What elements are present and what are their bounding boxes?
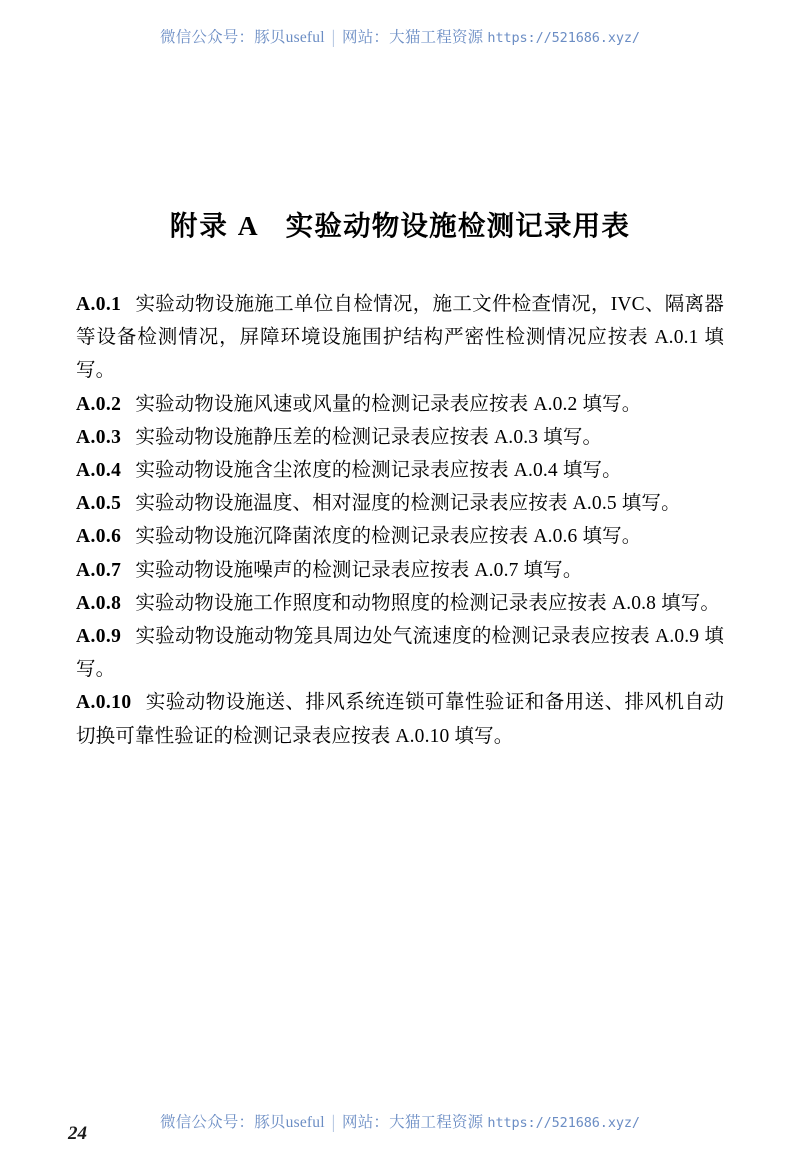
clause-text: 实验动物设施静压差的检测记录表应按表 A.0.3 填写。: [135, 426, 603, 448]
clause-a-0-1: [76, 288, 724, 388]
clause-a-0-6: [76, 520, 724, 553]
footer-watermark: [0, 1110, 800, 1132]
appendix-heading: 实验动物设施检测记录用表: [285, 210, 631, 241]
clause-number: A.0.5: [76, 493, 122, 515]
clause-a-0-9: [76, 620, 724, 686]
watermark-site-label: 网站：大猫工程资源: [342, 1114, 484, 1131]
clause-a-0-8: [76, 587, 724, 620]
clause-text: 实验动物设施工作照度和动物照度的检测记录表应按表 A.0.8 填写。: [135, 592, 721, 614]
watermark-site-label: 网站：大猫工程资源: [342, 29, 484, 46]
clause-list: [76, 288, 724, 753]
clause-a-0-5: [76, 487, 724, 520]
header-watermark: [0, 25, 800, 47]
clause-text: 实验动物设施噪声的检测记录表应按表 A.0.7 填写。: [135, 559, 583, 581]
clause-number: A.0.8: [76, 592, 122, 614]
clause-number: A.0.1: [76, 294, 122, 315]
watermark-separator: |: [331, 1111, 336, 1133]
clause-number: A.0.3: [76, 426, 122, 448]
clause-number: A.0.4: [76, 460, 122, 482]
clause-a-0-4: [76, 454, 724, 487]
clause-a-0-2: [76, 388, 724, 421]
page-number: 24: [68, 1123, 87, 1144]
watermark-url: https://521686.xyz/: [487, 1115, 640, 1131]
clause-text: 实验动物设施沉降菌浓度的检测记录表应按表 A.0.6 填写。: [135, 526, 642, 548]
page-title: [0, 203, 800, 243]
watermark-wechat-label: 微信公众号：豚贝useful: [160, 1114, 325, 1131]
clause-a-0-7: [76, 554, 724, 587]
clause-number: A.0.9: [76, 626, 122, 648]
clause-number: A.0.10: [76, 692, 132, 714]
clause-text: 实验动物设施施工单位自检情况，施工文件检查情况，IVC、隔离器等设备检测情况，屏障环境设施围护结构严密性检测情况应按表 A.0.1 填写。: [76, 294, 724, 382]
watermark-url: https://521686.xyz/: [487, 30, 640, 46]
appendix-label: 附录 A: [169, 210, 260, 241]
clause-a-0-10: [76, 686, 724, 752]
clause-number: A.0.6: [76, 526, 122, 548]
watermark-wechat-label: 微信公众号：豚贝useful: [160, 29, 325, 46]
clause-text: 实验动物设施送、排风系统连锁可靠性验证和备用送、排风机自动切换可靠性验证的检测记录表应按表 A.0.10 填写。: [76, 692, 724, 747]
clause-text: 实验动物设施风速或风量的检测记录表应按表 A.0.2 填写。: [135, 393, 642, 415]
clause-text: 实验动物设施动物笼具周边处气流速度的检测记录表应按表 A.0.9 填写。: [76, 626, 724, 681]
clause-text: 实验动物设施温度、相对湿度的检测记录表应按表 A.0.5 填写。: [135, 493, 681, 515]
clause-a-0-3: [76, 421, 724, 454]
clause-text: 实验动物设施含尘浓度的检测记录表应按表 A.0.4 填写。: [135, 460, 622, 482]
watermark-separator: |: [331, 26, 336, 48]
clause-number: A.0.2: [76, 393, 122, 415]
clause-number: A.0.7: [76, 559, 122, 581]
